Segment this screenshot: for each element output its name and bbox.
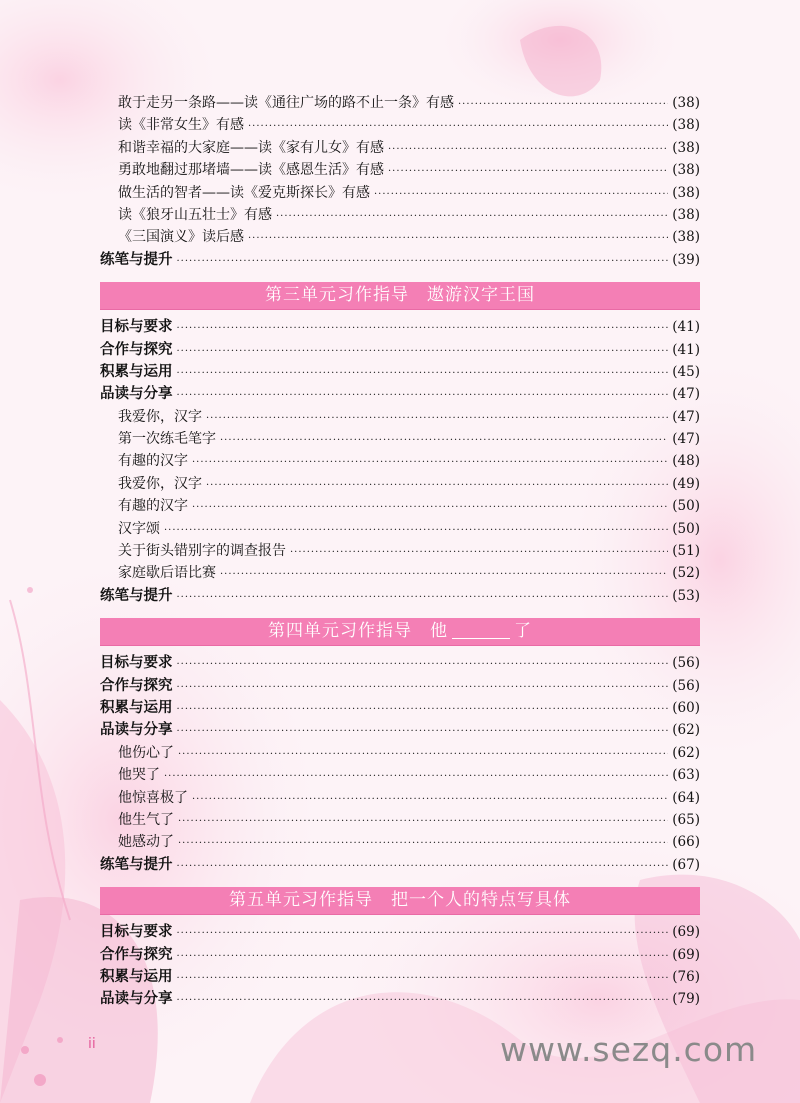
dot-leader	[177, 946, 669, 968]
entry-title: 他生气了	[118, 811, 174, 828]
toc-section-entry[interactable]	[100, 339, 700, 361]
dot-leader	[192, 452, 668, 474]
entry-page: (38)	[672, 184, 700, 201]
toc-sub-entry[interactable]	[100, 787, 700, 809]
dot-leader	[177, 923, 669, 945]
dot-leader	[177, 721, 669, 743]
entry-page: (39)	[672, 251, 700, 268]
entry-page: (69)	[672, 946, 700, 963]
entry-page: (67)	[672, 856, 700, 873]
toc-sub-entry[interactable]	[100, 406, 700, 428]
entry-title: 做生活的智者——读《爱克斯探长》有感	[118, 184, 370, 201]
entry-title: 品读与分享	[100, 722, 173, 739]
unit-banner	[100, 887, 700, 915]
entry-page: (76)	[672, 968, 700, 985]
entry-title: 练笔与提升	[100, 856, 173, 873]
table-of-contents	[100, 92, 700, 1011]
entry-title: 合作与探究	[100, 946, 173, 963]
dot-leader	[177, 654, 669, 676]
entry-title: 读《狼牙山五壮士》有感	[118, 206, 272, 223]
entry-page: (38)	[672, 206, 700, 223]
dot-leader	[177, 990, 669, 1012]
entry-title: 合作与探究	[100, 341, 173, 358]
toc-sub-entry[interactable]	[100, 159, 700, 181]
toc-sub-entry[interactable]	[100, 226, 700, 248]
entry-title: 有趣的汉字	[118, 498, 188, 515]
entry-title: 积累与运用	[100, 699, 173, 716]
dot-leader	[206, 408, 668, 430]
entry-page: (38)	[672, 162, 700, 179]
entry-title: 品读与分享	[100, 991, 173, 1008]
entry-page: (62)	[672, 744, 700, 761]
entry-page: (38)	[672, 229, 700, 246]
dot-leader	[178, 833, 668, 855]
entry-title: 他伤心了	[118, 744, 174, 761]
toc-section-entry[interactable]	[100, 361, 700, 383]
entry-title: 家庭歇后语比赛	[118, 565, 216, 582]
entry-title: 关于街头错别字的调查报告	[118, 543, 286, 560]
entry-page: (50)	[672, 498, 700, 515]
entry-page: (64)	[672, 789, 700, 806]
entry-title: 练笔与提升	[100, 587, 173, 604]
toc-sub-entry[interactable]	[100, 92, 700, 114]
entry-title: 我爱你，汉字	[118, 475, 202, 492]
entry-title: 和谐幸福的大家庭——读《家有儿女》有感	[118, 139, 384, 156]
unit-banner	[100, 282, 700, 310]
dot-leader	[164, 520, 668, 542]
entry-page: (63)	[672, 767, 700, 784]
dot-leader	[177, 677, 669, 699]
entry-title: 读《非常女生》有感	[118, 117, 244, 134]
dot-leader	[220, 430, 668, 452]
dot-leader	[177, 318, 669, 340]
dot-leader	[458, 94, 668, 116]
entry-page: (51)	[672, 543, 700, 560]
dot-leader	[290, 542, 668, 564]
toc-sub-entry[interactable]	[100, 742, 700, 764]
entry-title: 我爱你，汉字	[118, 408, 202, 425]
toc-sub-entry[interactable]	[100, 562, 700, 584]
dot-leader	[276, 206, 668, 228]
watermark: www.sezq.com	[500, 1030, 758, 1069]
entry-page: (60)	[672, 699, 700, 716]
entry-page: (56)	[672, 655, 700, 672]
dot-leader	[206, 475, 668, 497]
toc-section-entry[interactable]	[100, 585, 700, 607]
entry-page: (50)	[672, 520, 700, 537]
fill-in-blank	[452, 622, 510, 639]
dot-leader	[178, 744, 668, 766]
entry-title: 练笔与提升	[100, 251, 173, 268]
entry-title: 第一次练毛笔字	[118, 431, 216, 448]
entry-page: (62)	[672, 722, 700, 739]
entry-title: 目标与要求	[100, 924, 173, 941]
toc-section-entry[interactable]	[100, 316, 700, 338]
toc-section-entry[interactable]	[100, 652, 700, 674]
dot-leader	[164, 766, 668, 788]
entry-title: 积累与运用	[100, 363, 173, 380]
unit-banner-title: 第三单元习作指导 遨游汉字王国	[265, 285, 535, 306]
entry-page: (52)	[672, 565, 700, 582]
toc-section-entry[interactable]	[100, 988, 700, 1010]
toc-sub-entry[interactable]	[100, 809, 700, 831]
dot-leader	[177, 968, 669, 990]
toc-sub-entry[interactable]	[100, 182, 700, 204]
unit-banner-title: 第五单元习作指导 把一个人的特点写具体	[229, 890, 571, 911]
dot-leader	[192, 789, 668, 811]
dot-leader	[220, 564, 668, 586]
toc-section-entry[interactable]	[100, 719, 700, 741]
entry-title: 目标与要求	[100, 319, 173, 336]
entry-page: (47)	[672, 431, 700, 448]
entry-page: (49)	[672, 475, 700, 492]
dot-leader	[178, 811, 668, 833]
entry-page: (38)	[672, 95, 700, 111]
toc-section-entry[interactable]	[100, 697, 700, 719]
dot-leader	[177, 699, 669, 721]
entry-page: (38)	[672, 117, 700, 134]
entry-title: 他哭了	[118, 767, 160, 784]
toc-sub-entry[interactable]	[100, 518, 700, 540]
toc-sub-entry[interactable]	[100, 473, 700, 495]
toc-section-entry[interactable]	[100, 966, 700, 988]
entry-page: (66)	[672, 834, 700, 851]
unit-banner	[100, 618, 700, 646]
entry-page: (53)	[672, 587, 700, 604]
dot-leader	[177, 251, 669, 273]
toc-sub-entry[interactable]	[100, 114, 700, 136]
toc-section-entry[interactable]	[100, 944, 700, 966]
entry-page: (41)	[672, 319, 700, 336]
entry-title: 品读与分享	[100, 386, 173, 403]
unit-banner-title: 第四单元习作指导 他	[268, 621, 448, 642]
dot-leader	[192, 497, 668, 519]
toc-sub-entry[interactable]	[100, 428, 700, 450]
entry-title: 她感动了	[118, 834, 174, 851]
toc-section-entry[interactable]	[100, 249, 700, 271]
toc-sub-entry[interactable]	[100, 495, 700, 517]
dot-leader	[177, 385, 669, 407]
dot-leader	[248, 228, 668, 250]
dot-leader	[374, 184, 668, 206]
toc-sub-entry[interactable]	[100, 137, 700, 159]
toc-section-entry[interactable]	[100, 383, 700, 405]
entry-page: (56)	[672, 677, 700, 694]
unit-banner-suffix: 了	[514, 621, 532, 642]
entry-title: 合作与探究	[100, 677, 173, 694]
page-number: ii	[88, 1036, 96, 1052]
toc-sub-entry[interactable]	[100, 764, 700, 786]
dot-leader	[388, 139, 668, 161]
entry-page: (38)	[672, 139, 700, 156]
dot-leader	[177, 363, 669, 385]
entry-title: 目标与要求	[100, 655, 173, 672]
dot-leader	[177, 341, 669, 363]
dot-leader	[177, 856, 669, 878]
entry-page: (48)	[672, 453, 700, 470]
toc-sub-entry[interactable]	[100, 450, 700, 472]
entry-page: (65)	[672, 811, 700, 828]
toc-section-entry[interactable]	[100, 854, 700, 876]
entry-page: (69)	[672, 924, 700, 941]
dot-leader	[177, 587, 669, 609]
entry-title: 有趣的汉字	[118, 453, 188, 470]
toc-sub-entry[interactable]	[100, 204, 700, 226]
dot-leader	[388, 161, 668, 183]
entry-title: 他惊喜极了	[118, 789, 188, 806]
entry-title: 敢于走另一条路——读《通往广场的路不止一条》有感	[118, 95, 454, 111]
toc-section-entry[interactable]	[100, 921, 700, 943]
toc-sub-entry[interactable]	[100, 831, 700, 853]
entry-title: 积累与运用	[100, 968, 173, 985]
entry-page: (47)	[672, 408, 700, 425]
toc-section-entry[interactable]	[100, 675, 700, 697]
entry-title: 汉字颂	[118, 520, 160, 537]
entry-page: (79)	[672, 991, 700, 1008]
toc-sub-entry[interactable]	[100, 540, 700, 562]
dot-leader	[248, 116, 668, 138]
entry-page: (45)	[672, 363, 700, 380]
entry-page: (41)	[672, 341, 700, 358]
entry-page: (47)	[672, 386, 700, 403]
entry-title: 《三国演义》读后感	[118, 229, 244, 246]
entry-title: 勇敢地翻过那堵墙——读《感恩生活》有感	[118, 162, 384, 179]
